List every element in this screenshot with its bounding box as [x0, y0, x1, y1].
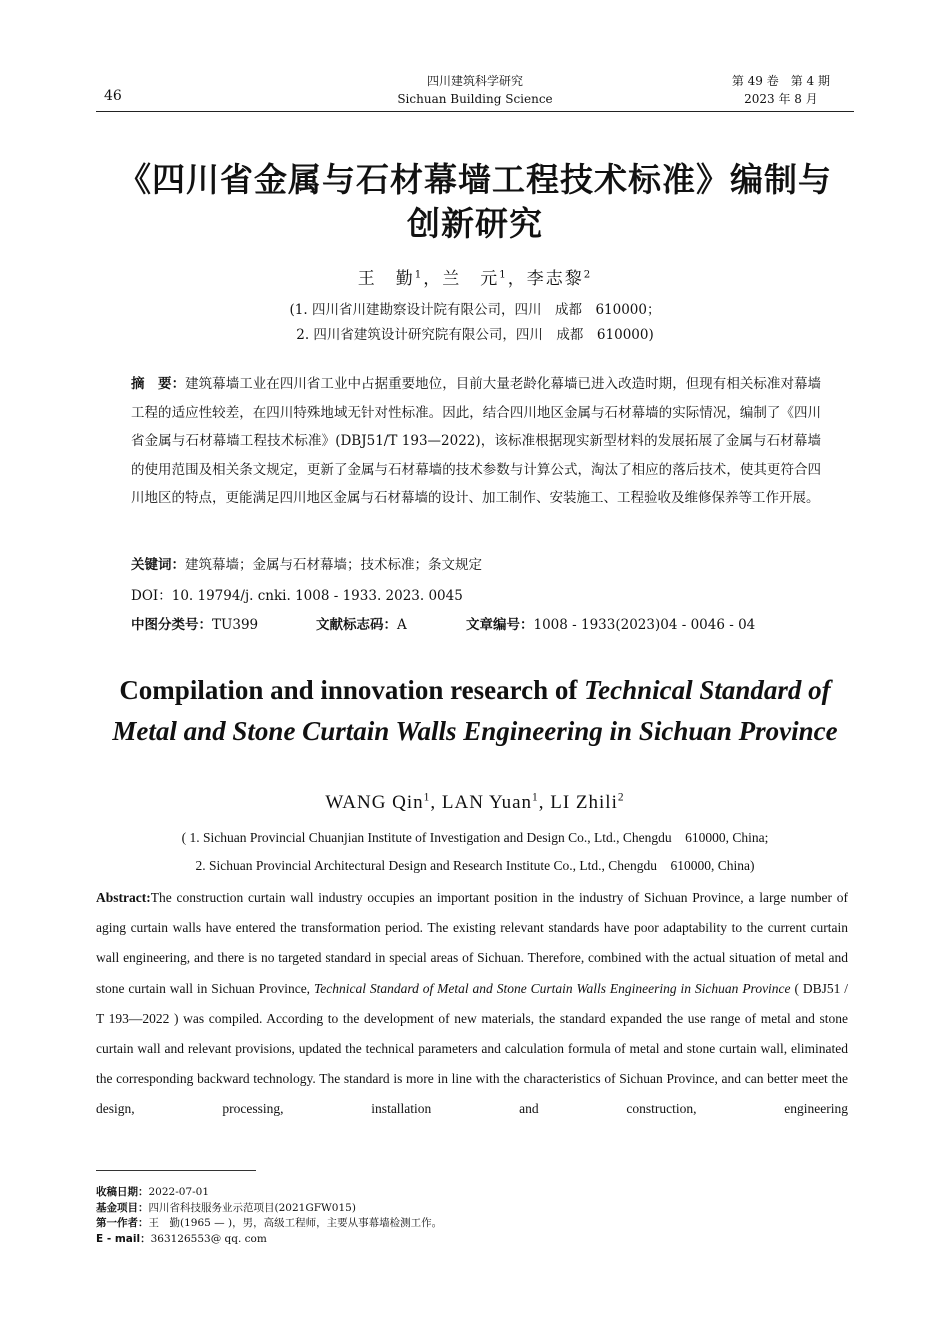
- abstract-en-text2: ( DBJ51 / T 193—2022 ) was compiled. According to the development of new materials, the standard expanded the use range of metal and stone curtain wall and relevant provisions, updated the technical parameters and calculation formula of metal and stone curtain wall, eliminated the corresponding backward technology. The standard is more in line with the characteristics of Sichuan Province, and can better meet the design, processing, installation and construction, engineering: [96, 980, 848, 1117]
- abstract-cn: [131, 370, 821, 513]
- author-cn-sep: ，: [507, 269, 527, 289]
- footnote-author: [96, 1216, 846, 1232]
- issue-info: [732, 72, 830, 108]
- author-en-3-sup: 2: [617, 791, 625, 804]
- author-en-1: WANG Qin: [325, 792, 424, 813]
- author-en-3: LI Zhili: [550, 792, 618, 813]
- doi: DOI：10. 19794/j. cnki. 1008 - 1933. 2023. 0045: [131, 588, 463, 604]
- first-author-label: 第一作者：: [96, 1217, 149, 1229]
- author-en-2: LAN Yuan: [441, 792, 533, 813]
- abstract-en-italic: Technical Standard of Metal and Stone Curtain Walls Engineering in Sichuan Province: [313, 980, 791, 996]
- author-cn-2: 兰 元: [442, 269, 500, 289]
- volume-issue: 第 49 卷 第 4 期: [731, 74, 830, 88]
- title-cn-line2: 创新研究: [407, 204, 543, 243]
- author-cn-1: 王 勤: [357, 269, 415, 289]
- author-en-1-sup: 1: [423, 791, 431, 804]
- title-cn-line1: 《四川省金属与石材幕墙工程技术标准》编制与: [118, 160, 832, 199]
- doc-code-value: A: [397, 617, 407, 633]
- classification-row: [131, 613, 831, 633]
- authors-en: [0, 792, 950, 814]
- abstract-en-text1: The construction curtain wall industry occupies an important position in the industry of Sichuan Province, a large number of aging curtain walls have entered the transformation period. The existing relevant standards have poor adaptability to the current curtain wall engineering, and there is no targeted standard in special areas of Sichuan. Therefore, combined with the actual situation of metal and stone curtain wall in Sichuan Province,: [96, 890, 848, 996]
- issue-date: 2023 年 8 月: [744, 92, 818, 106]
- article-no-value: 1008 - 1933(2023)04 - 0046 - 04: [533, 617, 756, 633]
- author-en-sep: ,: [430, 792, 442, 813]
- abstract-cn-label: 摘 要：: [131, 376, 186, 392]
- footnote-divider: [96, 1170, 256, 1171]
- doc-code-label: 文献标志码：: [316, 617, 397, 633]
- author-cn-3-sup: 2: [583, 269, 593, 281]
- affiliation-en-2: 2. Sichuan Provincial Architectural Design and Research Institute Co., Ltd., Chengdu 610000, China): [195, 858, 755, 873]
- clc-label: 中图分类号：: [131, 617, 212, 633]
- author-en-sep: ,: [538, 792, 551, 813]
- keywords-cn-label: 关键词：: [131, 557, 185, 573]
- abstract-en-label: Abstract:: [96, 890, 151, 905]
- title-en: [90, 670, 860, 752]
- footnote-email: [96, 1232, 846, 1248]
- abstract-en: [96, 883, 848, 1125]
- abstract-cn-text: 建筑幕墙工业在四川省工业中占据重要地位，目前大量老龄化幕墙已进入改造时期，但现有相关标准对幕墙工程的适应性较差，在四川特殊地域无针对性标准。因此，结合四川地区金属与石材幕墙的实际情况，编制了《四川省金属与石材幕墙工程技术标准》(DBJ51/T 193—2022)，该标准根据现实新型材料的发展拓展了金属与石材幕墙的使用范围及相关条文规定，更新了金属与石材幕墙的技术参数与计算公式，淘汰了相应的落后技术，使其更符合四川地区的特点，更能满足四川地区金属与石材幕墙的设计、加工制作、安装施工、工程验收及维修保养等工作开展。: [131, 376, 822, 506]
- keywords-cn: [131, 553, 821, 573]
- footnotes: [96, 1185, 846, 1247]
- author-cn-1-sup: 1: [414, 269, 424, 281]
- title-en-plain: Compilation and innovation research of: [119, 675, 585, 705]
- article-no-label: 文章编号：: [466, 617, 534, 633]
- author-en-2-sup: 1: [532, 791, 539, 804]
- affiliation-en-1: ( 1. Sichuan Provincial Chuanjian Institute of Investigation and Design Co., Ltd., Chengdu 610000, China;: [181, 830, 769, 845]
- author-cn-2-sup: 1: [499, 269, 508, 281]
- author-cn-3: 李志黎: [526, 269, 584, 289]
- email-value[interactable]: 363126553@ qq. com: [150, 1232, 267, 1245]
- first-author-value: 王 勤(1965 — )，男，高级工程师，主要从事幕墙检测工作。: [148, 1217, 443, 1229]
- affiliation-cn-2: 2. 四川省建筑设计研究院有限公司，四川 成都 610000): [296, 327, 654, 343]
- journal-name-en: Sichuan Building Science: [397, 92, 553, 106]
- page-number: 46: [104, 88, 122, 104]
- fund-value: 四川省科技服务业示范项目(2021GFW015): [148, 1201, 356, 1214]
- footnote-received: [96, 1185, 846, 1201]
- clc-value: TU399: [212, 617, 259, 633]
- authors-cn: [0, 264, 950, 289]
- keywords-cn-text: 建筑幕墙；金属与石材幕墙；技术标准；条文规定: [185, 557, 482, 573]
- fund-label: 基金项目：: [96, 1201, 149, 1214]
- received-value: 2022-07-01: [148, 1186, 210, 1198]
- received-label: 收稿日期：: [96, 1186, 149, 1198]
- journal-name-cn: 四川建筑科学研究: [426, 74, 523, 88]
- email-label: E - mail：: [96, 1232, 151, 1245]
- affiliation-cn-1: (1. 四川省川建勘察设计院有限公司，四川 成都 610000；: [289, 302, 661, 318]
- title-cn: [100, 158, 850, 246]
- header-divider: [96, 111, 854, 112]
- footnote-fund: [96, 1201, 846, 1217]
- author-cn-sep: ，: [423, 269, 443, 289]
- title-en-italic: Technical Standard of Metal and Stone Curtain Walls Engineering in Sichuan Province: [112, 675, 838, 746]
